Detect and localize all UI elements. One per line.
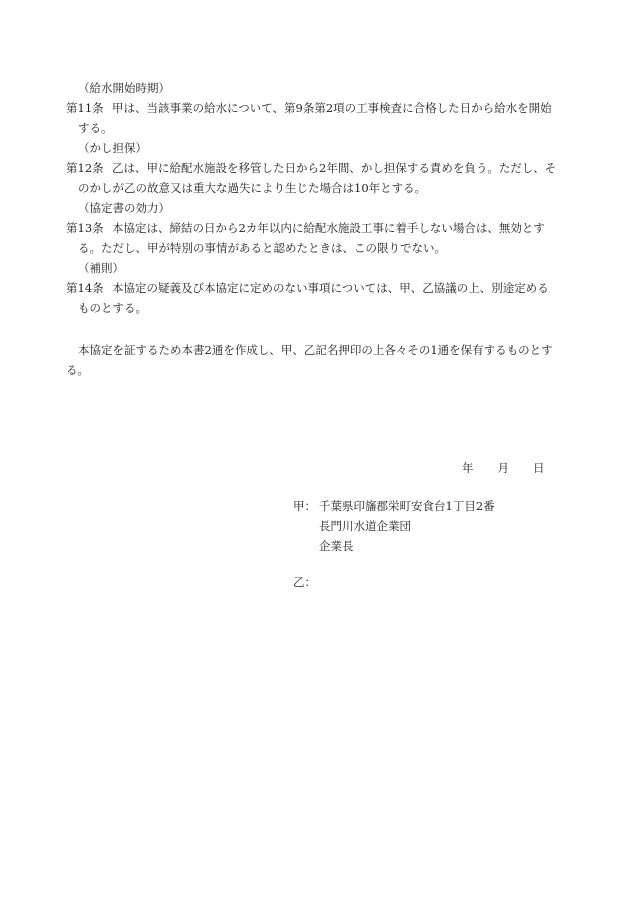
articles-section	[66, 78, 558, 318]
party-b-block	[293, 572, 319, 592]
article-13-number: 第13条	[66, 221, 104, 235]
article-13-text: 本協定は、締結の日から2カ年以内に給配水施設工事に着手しない場合は、無効とする。ただし、甲が特別の事情があると認めたときは、この限りでない。	[78, 221, 545, 255]
date-month: 月	[497, 461, 509, 475]
date-line	[462, 458, 545, 478]
closing-statement: 本協定を証するため本書2通を作成し、甲、乙記名押印の上各々その1通を保有するものとする。	[66, 343, 553, 377]
party-a-block	[293, 496, 495, 556]
party-b-label: 乙：	[293, 575, 316, 589]
party-a-title: 企業長	[319, 539, 354, 553]
article-14-number: 第14条	[66, 281, 104, 295]
date-day: 日	[533, 461, 545, 475]
article-11-text: 甲は、当該事業の給水について、第9条第2項の工事検査に合格した日から給水を開始する。	[78, 101, 552, 135]
party-a-organization: 長門川水道企業団	[319, 519, 411, 533]
article-12-text: 乙は、甲に給配水施設を移管した日から2年間、かし担保する責めを負う。ただし、そのかしが乙の故意又は重大な過失により生じた場合は10年とする。	[78, 161, 557, 195]
article-12	[66, 158, 558, 198]
article-12-number: 第12条	[66, 161, 104, 175]
article-11-heading: （給水開始時期）	[78, 81, 170, 95]
article-14-heading: （補則）	[78, 261, 124, 275]
article-11-number: 第11条	[66, 101, 104, 115]
article-11	[66, 98, 558, 138]
party-a-label: 甲：	[293, 499, 316, 513]
article-13-heading: （協定書の効力）	[78, 201, 170, 215]
date-year: 年	[462, 461, 474, 475]
article-12-heading: （かし担保）	[78, 141, 147, 155]
article-13	[66, 218, 558, 258]
article-14-text: 本協定の疑義及び本協定に定めのない事項については、甲、乙協議の上、別途定めるものとする。	[78, 281, 549, 315]
article-14	[66, 278, 558, 318]
party-a-address: 千葉県印旛郡栄町安食台1丁目2番	[319, 499, 495, 513]
